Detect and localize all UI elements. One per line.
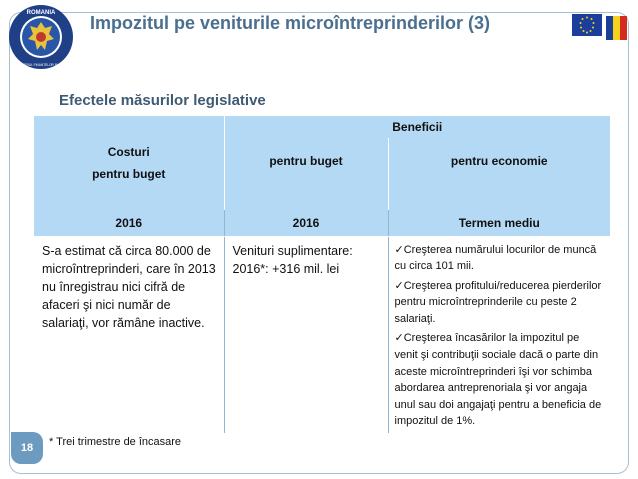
check-icon: ✓ — [394, 243, 404, 256]
budget-cell: Venituri suplimentare: 2016*: +316 mil. lei — [224, 236, 388, 433]
logo-text-bottom: MINISTERUL FINANTELOR PUBLICE — [13, 63, 69, 67]
list-item: ✓Creşterea profitului/reducerea pierderilor pentru microîntreprinderile cu peste 2 salariaţi. — [394, 279, 602, 325]
section-subtitle: Efectele măsurilor legislative — [59, 92, 266, 109]
page-title: Impozitul pe veniturile microîntreprinderilor (3) — [90, 13, 491, 33]
check-icon: ✓ — [394, 279, 404, 292]
slide-number-badge: 18 — [11, 432, 43, 464]
header-pentru-buget: pentru buget — [224, 138, 388, 210]
header-row-beneficii — [34, 116, 610, 138]
list-item: ✓Creşterea numărului locurilor de muncă cu circa 101 mii. — [394, 243, 597, 273]
ministry-seal-icon — [8, 4, 74, 70]
check-icon: ✓ — [394, 332, 404, 345]
footnote: * Trei trimestre de încasare — [49, 436, 182, 448]
year-buget: 2016 — [224, 210, 388, 236]
list-item: ✓Creşterea încasărilor la impozitul pe venit şi contribuţii sociale dacă o parte din aceste microîntreprinderi îşi vor schimba abordarea antreprenoriala şi vor angaja unul sau doi angajaţi pentru a beneficia de impozitul de 1%. — [394, 332, 602, 428]
effects-table — [34, 116, 610, 433]
header-costuri — [34, 116, 224, 210]
header-beneficii: Beneficii — [224, 116, 610, 138]
header-row-years — [34, 210, 610, 236]
year-costuri: 2016 — [34, 210, 224, 236]
logo-text-top: ROMANIA — [26, 10, 56, 16]
table-row — [34, 236, 610, 433]
cost-cell: S-a estimat că circa 80.000 de microîntreprinderi, care în 2013 nu înregistrau nici cifră de afaceri şi nici număr de salariaţi, vor rămâne inactive. — [34, 236, 224, 433]
header-costuri-line1: Costuri — [107, 145, 150, 159]
economy-cell — [388, 236, 610, 433]
year-economie: Termen mediu — [388, 210, 610, 236]
header-costuri-line2: pentru buget — [92, 167, 166, 181]
header-pentru-economie: pentru economie — [388, 138, 610, 210]
eu-romania-flags-icon — [572, 12, 628, 42]
